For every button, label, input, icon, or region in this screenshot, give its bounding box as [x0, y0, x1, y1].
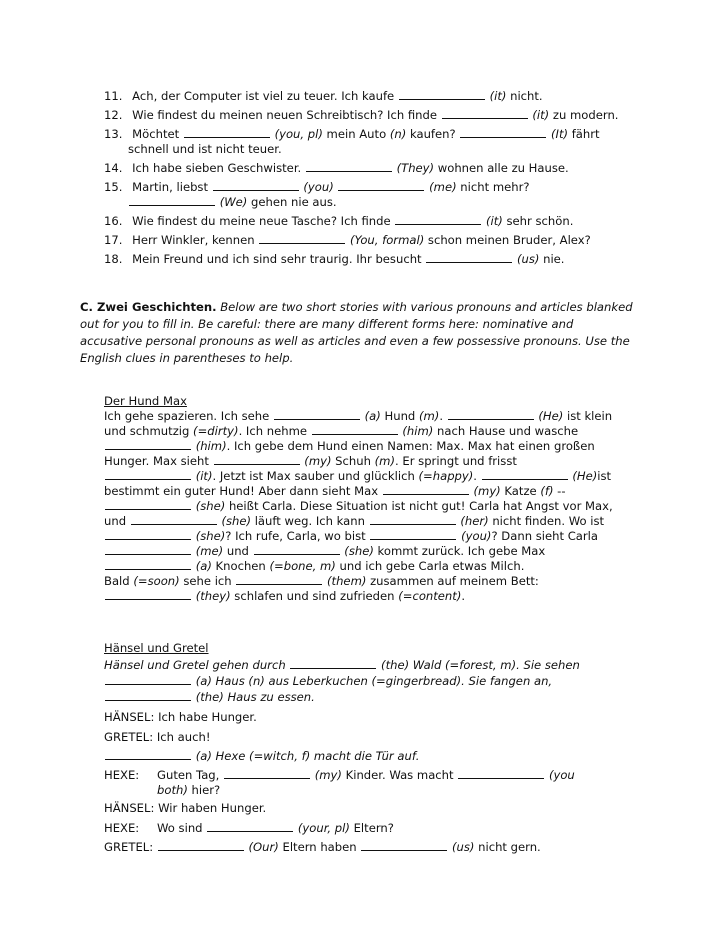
- story-text: Knochen: [211, 559, 270, 573]
- answer-blank[interactable]: [213, 180, 299, 191]
- story-text: heißt Carla. Diese Situation ist nicht gut! Carla hat Angst vor Max,: [225, 499, 613, 513]
- answer-blank[interactable]: [184, 127, 270, 138]
- story-text: (a) Haus (n) aus Leberkuchen (=gingerbread). Sie fangen an,: [195, 674, 553, 688]
- item-text: kaufen?: [406, 127, 460, 141]
- clue: (=bone, m): [269, 559, 336, 573]
- instructions-text: Below are two short stories with various pronouns and articles blanked: [220, 300, 633, 314]
- clue: (him): [402, 424, 434, 438]
- speech-text: Wo sind: [157, 821, 207, 835]
- clue: (they): [195, 589, 231, 603]
- answer-blank[interactable]: [105, 499, 191, 510]
- clue: (=dirty): [193, 424, 239, 438]
- answer-blank[interactable]: [482, 469, 568, 480]
- item-text: wohnen alle zu Hause.: [434, 161, 569, 175]
- clue: (she): [344, 544, 374, 558]
- story-title: Hänsel und Gretel: [104, 641, 209, 655]
- clue: (It): [551, 127, 569, 141]
- answer-blank[interactable]: [105, 439, 191, 450]
- answer-blank[interactable]: [105, 589, 191, 600]
- story-text: . Ich nehme: [238, 424, 311, 438]
- answer-blank[interactable]: [105, 544, 191, 555]
- story-line: [104, 574, 539, 589]
- story-text: . Ich gebe dem Hund einen Namen: Max. Max hat einen großen: [226, 439, 595, 453]
- clue: (m): [374, 454, 395, 468]
- answer-blank[interactable]: [274, 409, 360, 420]
- clue: (You, formal): [349, 233, 425, 247]
- story-line: [104, 589, 465, 604]
- dialogue-line: [104, 730, 210, 745]
- story-text: Katze: [500, 484, 541, 498]
- speech-text: [157, 768, 575, 783]
- answer-blank[interactable]: [442, 108, 528, 119]
- story-text: kommt zurück. Ich gebe Max: [373, 544, 546, 558]
- speech-text: Ich habe Hunger.: [158, 710, 257, 724]
- story-text: ist: [597, 469, 612, 483]
- clue: both): [157, 783, 188, 797]
- answer-blank[interactable]: [306, 161, 392, 172]
- story-text: nach Hause und wasche: [433, 424, 579, 438]
- story-title: Der Hund Max: [104, 394, 187, 408]
- dialogue-line: [104, 768, 139, 783]
- item-text: [334, 180, 338, 194]
- answer-blank[interactable]: [460, 127, 546, 138]
- clue: (He): [538, 409, 564, 423]
- clue: (They): [396, 161, 435, 175]
- item-text: nicht mehr?: [456, 180, 530, 194]
- clue: (=content): [398, 589, 462, 603]
- item-text: nie.: [539, 252, 565, 266]
- item-number: 18.: [104, 252, 123, 266]
- story-text: (the) Haus zu essen.: [195, 690, 315, 704]
- answer-blank[interactable]: [105, 469, 191, 480]
- item-text: schon meinen Bruder, Alex?: [424, 233, 591, 247]
- answer-blank[interactable]: [426, 252, 512, 263]
- item-continuation: [128, 195, 337, 210]
- story-text: Hund: [380, 409, 419, 423]
- item-text: Mein Freund und ich sind sehr traurig. Ihr besucht: [132, 252, 426, 266]
- clue: (it): [486, 214, 503, 228]
- clue: (us): [452, 840, 475, 854]
- story-line: [104, 409, 612, 424]
- speaker-label: HEXE:: [104, 768, 140, 782]
- answer-blank[interactable]: [370, 514, 456, 525]
- answer-blank[interactable]: [395, 214, 481, 225]
- item-text: Martin, liebst: [132, 180, 212, 194]
- dialogue-line: [104, 710, 257, 725]
- story-text: und schmutzig: [104, 424, 194, 438]
- item-continuation: schnell und ist nicht teuer.: [128, 142, 282, 156]
- item-text: Ach, der Computer ist viel zu teuer. Ich kaufe: [132, 89, 398, 103]
- answer-blank[interactable]: [383, 484, 469, 495]
- answer-blank[interactable]: [105, 749, 191, 760]
- story-text: schlafen und sind zufrieden: [230, 589, 399, 603]
- story-line: [104, 499, 613, 514]
- story-text: . Jetzt ist Max sauber und glücklich: [212, 469, 419, 483]
- list-item: [104, 161, 569, 176]
- story-text: sehe ich: [179, 574, 236, 588]
- clue: (she): [195, 529, 226, 543]
- story-text: und: [223, 544, 253, 558]
- story-text: Hänsel und Gretel gehen durch: [104, 658, 290, 672]
- section-instructions: [80, 300, 633, 315]
- clue: (your, pl): [297, 821, 350, 835]
- answer-blank[interactable]: [338, 180, 424, 191]
- instructions-text: English clues in parentheses to help.: [80, 351, 294, 365]
- answer-blank[interactable]: [105, 559, 191, 570]
- clue: (a): [364, 409, 381, 423]
- item-number: 16.: [104, 214, 123, 228]
- story-line: [104, 484, 566, 499]
- speech-text: nicht gern.: [474, 840, 541, 854]
- item-text: sehr schön.: [502, 214, 574, 228]
- clue: (she): [221, 514, 252, 528]
- speech-text: Ich auch!: [156, 730, 211, 744]
- answer-blank[interactable]: [207, 821, 293, 832]
- speech-text: [157, 821, 394, 836]
- story-text: nicht finden. Wo ist: [488, 514, 605, 528]
- answer-blank[interactable]: [236, 574, 322, 585]
- list-item: [104, 252, 564, 267]
- section-heading: C. Zwei Geschichten.: [80, 300, 217, 314]
- dialogue-line: [104, 821, 139, 836]
- item-text: Möchtet: [132, 127, 183, 141]
- story-text: . Er springt und frisst: [395, 454, 517, 468]
- item-number: 15.: [104, 180, 123, 194]
- story-text: ist klein: [563, 409, 613, 423]
- answer-blank[interactable]: [458, 768, 544, 779]
- item-number: 12.: [104, 108, 123, 122]
- item-text: Wie findest du meine neue Tasche? Ich finde: [132, 214, 395, 228]
- answer-blank[interactable]: [370, 529, 456, 540]
- speaker-label: GRETEL:: [104, 730, 154, 744]
- story-text: läuft weg. Ich kann: [251, 514, 369, 528]
- story-line: [104, 469, 611, 484]
- answer-blank[interactable]: [361, 840, 447, 851]
- item-number: 13.: [104, 127, 123, 141]
- list-item: [104, 233, 591, 248]
- story-line: [104, 439, 595, 454]
- answer-blank[interactable]: [131, 514, 217, 525]
- item-text: fährt: [568, 127, 600, 141]
- answer-blank[interactable]: [129, 195, 215, 206]
- speaker-label: HÄNSEL:: [104, 801, 155, 815]
- story-text: bestimmt ein guter Hund! Aber dann sieht Max: [104, 484, 382, 498]
- clue: (a): [195, 559, 212, 573]
- clue: (m): [418, 409, 440, 423]
- clue: (n): [389, 127, 407, 141]
- clue: (me): [429, 180, 457, 194]
- speaker-label: HÄNSEL:: [104, 710, 155, 724]
- answer-blank[interactable]: [254, 544, 340, 555]
- story-text: ? Dann sieht Carla: [491, 529, 598, 543]
- answer-blank[interactable]: [158, 840, 244, 851]
- story-line: [104, 424, 578, 439]
- clue: (f): [540, 484, 554, 498]
- story-text: und: [104, 514, 130, 528]
- clue: (she): [195, 499, 226, 513]
- story-text: Ich gehe spazieren. Ich sehe: [104, 409, 273, 423]
- clue: (you: [548, 768, 575, 782]
- speaker-label: HEXE:: [104, 821, 140, 835]
- item-text: Herr Winkler, kennen: [132, 233, 259, 247]
- speech-text: hier?: [187, 783, 221, 797]
- answer-blank[interactable]: [290, 658, 376, 669]
- answer-blank[interactable]: [214, 454, 300, 465]
- item-text: Ich habe sieben Geschwister.: [132, 161, 305, 175]
- story-line: [104, 559, 524, 574]
- clue: (it): [195, 469, 213, 483]
- clue: (my): [304, 454, 332, 468]
- item-number: 11.: [104, 89, 123, 103]
- story-line: [104, 658, 580, 673]
- answer-blank[interactable]: [312, 424, 398, 435]
- speech-text: Eltern haben: [278, 840, 361, 854]
- instructions-text: accusative personal pronouns as well as articles and even a few possessive pronouns. Use the: [80, 334, 630, 348]
- speech-text: Wir haben Hunger.: [158, 801, 267, 815]
- list-item: [104, 127, 600, 142]
- story-text: zusammen auf meinem Bett:: [366, 574, 539, 588]
- story-line: [104, 454, 517, 469]
- story-line: [104, 749, 419, 764]
- speech-text: Eltern?: [349, 821, 394, 835]
- clue: (us): [516, 252, 540, 266]
- speaker-label: GRETEL:: [104, 840, 154, 854]
- answer-blank[interactable]: [105, 674, 191, 685]
- dialogue-line: [104, 801, 266, 816]
- clue: (you): [461, 529, 492, 543]
- list-item: [104, 214, 573, 229]
- clue: (you): [303, 180, 334, 194]
- speech-text: Guten Tag,: [157, 768, 224, 782]
- story-text: ? Ich rufe, Carla, wo bist: [225, 529, 370, 543]
- answer-blank[interactable]: [399, 89, 485, 100]
- clue: (=soon): [133, 574, 180, 588]
- clue: (him): [195, 439, 227, 453]
- answer-blank[interactable]: [105, 529, 191, 540]
- list-item: [104, 89, 543, 104]
- story-line: [104, 514, 604, 529]
- speech-text: [157, 783, 220, 798]
- answer-blank[interactable]: [105, 690, 191, 701]
- item-text: gehen nie aus.: [247, 195, 337, 209]
- story-line: [104, 674, 552, 689]
- answer-blank[interactable]: [448, 409, 534, 420]
- story-text: (a) Hexe (=witch, f) macht die Tür auf.: [195, 749, 420, 763]
- item-text: mein Auto: [322, 127, 390, 141]
- item-number: 17.: [104, 233, 123, 247]
- clue: (the) Wald (=forest, m). Sie sehen: [381, 658, 580, 672]
- story-text: Schuh: [331, 454, 375, 468]
- clue: (me): [195, 544, 224, 558]
- instructions-text: [80, 317, 573, 332]
- clue: (them): [327, 574, 367, 588]
- speech-text: Kinder. Was macht: [341, 768, 458, 782]
- clue: (Our): [248, 840, 279, 854]
- list-item: [104, 108, 618, 123]
- item-text: Wie findest du meinen neuen Schreibtisch? Ich finde: [132, 108, 441, 122]
- item-text: nicht.: [506, 89, 543, 103]
- story-text: .: [473, 469, 481, 483]
- answer-blank[interactable]: [224, 768, 310, 779]
- clue: (it): [489, 89, 507, 103]
- answer-blank[interactable]: [259, 233, 345, 244]
- story-line: [104, 529, 598, 544]
- item-text: zu modern.: [549, 108, 619, 122]
- clue: (you, pl): [274, 127, 323, 141]
- story-line: [104, 690, 315, 705]
- clue: (my): [314, 768, 342, 782]
- story-text: .: [439, 409, 447, 423]
- story-text: und ich gebe Carla etwas Milch.: [335, 559, 525, 573]
- list-item: [104, 180, 530, 195]
- item-number: 14.: [104, 161, 123, 175]
- clue: (We): [219, 195, 248, 209]
- clue: (=happy): [418, 469, 474, 483]
- instructions-text: [80, 334, 630, 349]
- story-text: .: [461, 589, 466, 603]
- story-text: Bald: [104, 574, 134, 588]
- clue: (my): [473, 484, 501, 498]
- dialogue-line: [104, 840, 541, 855]
- story-text: --: [553, 484, 566, 498]
- instructions-text: out for you to fill in. Be careful: there are many different forms here: nominative and: [80, 317, 574, 331]
- story-line: [104, 544, 545, 559]
- instructions-text: [80, 351, 293, 366]
- clue: (her): [460, 514, 489, 528]
- clue: (He): [572, 469, 598, 483]
- clue: (it): [532, 108, 550, 122]
- story-text: Hunger. Max sieht: [104, 454, 213, 468]
